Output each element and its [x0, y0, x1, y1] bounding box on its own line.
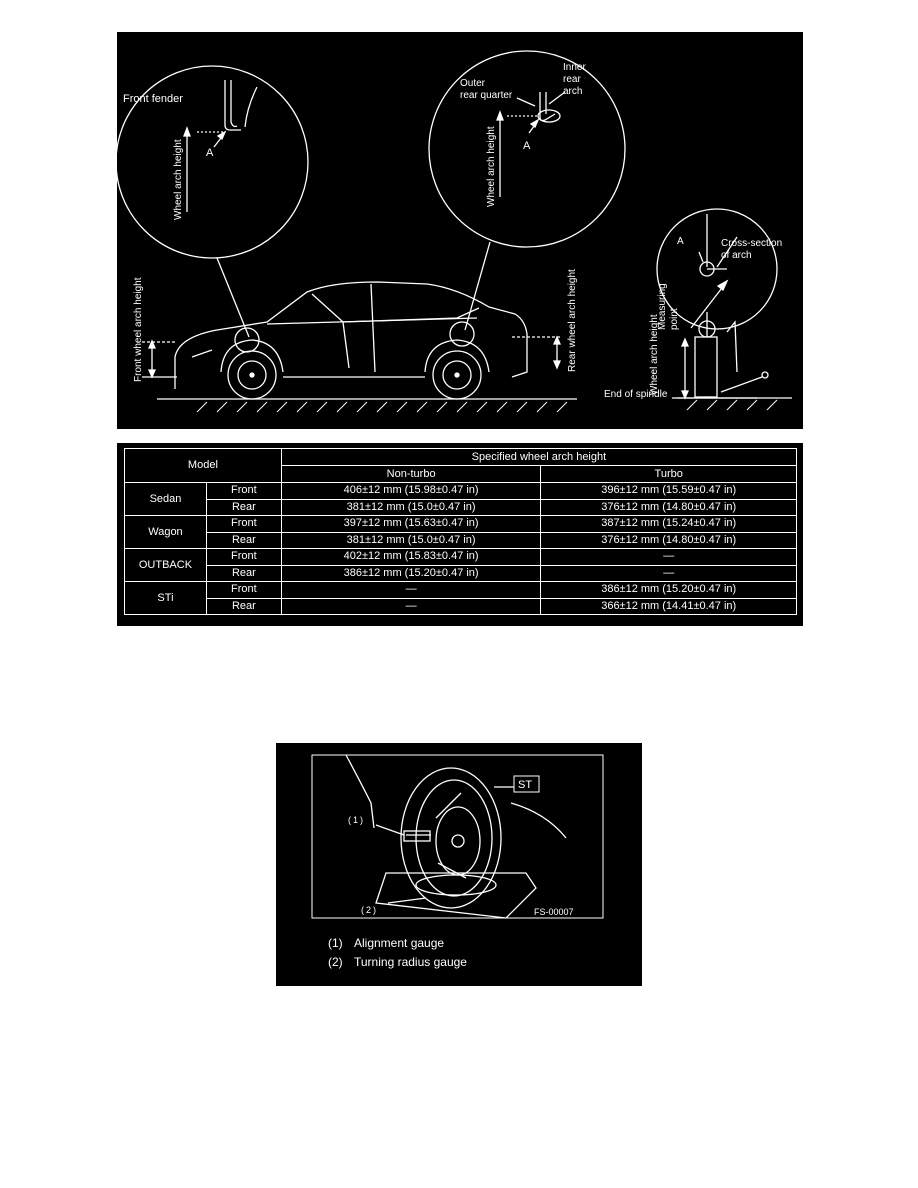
- position-cell: Rear: [206, 532, 281, 549]
- non-turbo-cell: 381±12 mm (15.0±0.47 in): [281, 532, 541, 549]
- caption-1-text: Alignment gauge: [354, 936, 445, 950]
- non-turbo-cell: —: [281, 598, 541, 615]
- table-row: [125, 532, 797, 549]
- turbo-cell: —: [541, 565, 797, 582]
- alignment-gauge-figure: [276, 743, 642, 986]
- caption-1: [328, 936, 444, 950]
- cross-section-label-1: Cross-section: [721, 238, 783, 249]
- table-row: [125, 565, 797, 582]
- front-magnifier-height-label: Wheel arch height: [173, 139, 184, 220]
- header-model: Model: [125, 449, 282, 483]
- position-cell: Front: [206, 516, 281, 533]
- wheel-arch-illustration: [117, 32, 803, 429]
- car-side-view: [175, 282, 527, 399]
- non-turbo-cell: —: [281, 582, 541, 599]
- turbo-cell: —: [541, 549, 797, 566]
- position-cell: Front: [206, 483, 281, 500]
- wheel-arch-diagram: [117, 32, 803, 429]
- turbo-cell: 387±12 mm (15.24±0.47 in): [541, 516, 797, 533]
- callout-2: (2): [361, 905, 378, 915]
- callout-1: (1): [348, 815, 365, 825]
- inner-label-1: Inner: [563, 62, 586, 73]
- table-row: [125, 598, 797, 615]
- front-a-label: A: [206, 147, 214, 159]
- position-cell: Front: [206, 582, 281, 599]
- non-turbo-cell: 381±12 mm (15.0±0.47 in): [281, 499, 541, 516]
- turbo-cell: 376±12 mm (14.80±0.47 in): [541, 499, 797, 516]
- table-row: [125, 499, 797, 516]
- position-cell: Rear: [206, 598, 281, 615]
- model-cell: STi: [125, 582, 207, 615]
- non-turbo-cell: 386±12 mm (15.20±0.47 in): [281, 565, 541, 582]
- turbo-cell: 366±12 mm (14.41±0.47 in): [541, 598, 797, 615]
- header-turbo: Turbo: [541, 466, 797, 483]
- detail-height-label: Wheel arch height: [649, 314, 660, 395]
- cross-section-a-label: A: [677, 236, 684, 247]
- model-cell: Sedan: [125, 483, 207, 516]
- non-turbo-cell: 397±12 mm (15.63±0.47 in): [281, 516, 541, 533]
- non-turbo-cell: 402±12 mm (15.83±0.47 in): [281, 549, 541, 566]
- gauge-illustration: [276, 743, 642, 933]
- end-of-spindle-label: End of spindle: [604, 389, 668, 400]
- rear-a-label: A: [523, 140, 531, 152]
- table-row: [125, 516, 797, 533]
- table-row: [125, 582, 797, 599]
- inner-label-3: arch: [563, 86, 583, 97]
- caption-2-num: (2): [328, 955, 343, 969]
- position-cell: Rear: [206, 499, 281, 516]
- outer-label-1: Outer: [460, 78, 486, 89]
- rear-wheel-arch-height-label: Rear wheel arch height: [567, 269, 578, 372]
- caption-2: [328, 955, 467, 969]
- cross-section-label-2: of arch: [721, 250, 752, 261]
- caption-1-num: (1): [328, 936, 343, 950]
- wheel-arch-spec-table: [124, 448, 797, 615]
- position-cell: Front: [206, 549, 281, 566]
- turbo-cell: 386±12 mm (15.20±0.47 in): [541, 582, 797, 599]
- caption-2-text: Turning radius gauge: [354, 955, 467, 969]
- front-fender-label: Front fender: [123, 93, 183, 105]
- measuring-label-1: Measuring: [657, 283, 668, 330]
- turbo-cell: 376±12 mm (14.80±0.47 in): [541, 532, 797, 549]
- table-row: [125, 483, 797, 500]
- header-non-turbo: Non-turbo: [281, 466, 541, 483]
- figure-id: FS-00007: [534, 907, 574, 917]
- measuring-label-2: point: [669, 308, 680, 330]
- table-row: [125, 549, 797, 566]
- model-cell: OUTBACK: [125, 549, 207, 582]
- header-spec: Specified wheel arch height: [281, 449, 796, 466]
- inner-label-2: rear: [563, 74, 581, 85]
- st-label: ST: [518, 779, 533, 791]
- position-cell: Rear: [206, 565, 281, 582]
- front-wheel-arch-height-label: Front wheel arch height: [133, 277, 144, 382]
- rear-magnifier-height-label: Wheel arch height: [486, 126, 497, 207]
- spec-table-panel: [117, 443, 803, 626]
- model-cell: Wagon: [125, 516, 207, 549]
- turbo-cell: 396±12 mm (15.59±0.47 in): [541, 483, 797, 500]
- non-turbo-cell: 406±12 mm (15.98±0.47 in): [281, 483, 541, 500]
- outer-label-2: rear quarter: [460, 90, 513, 101]
